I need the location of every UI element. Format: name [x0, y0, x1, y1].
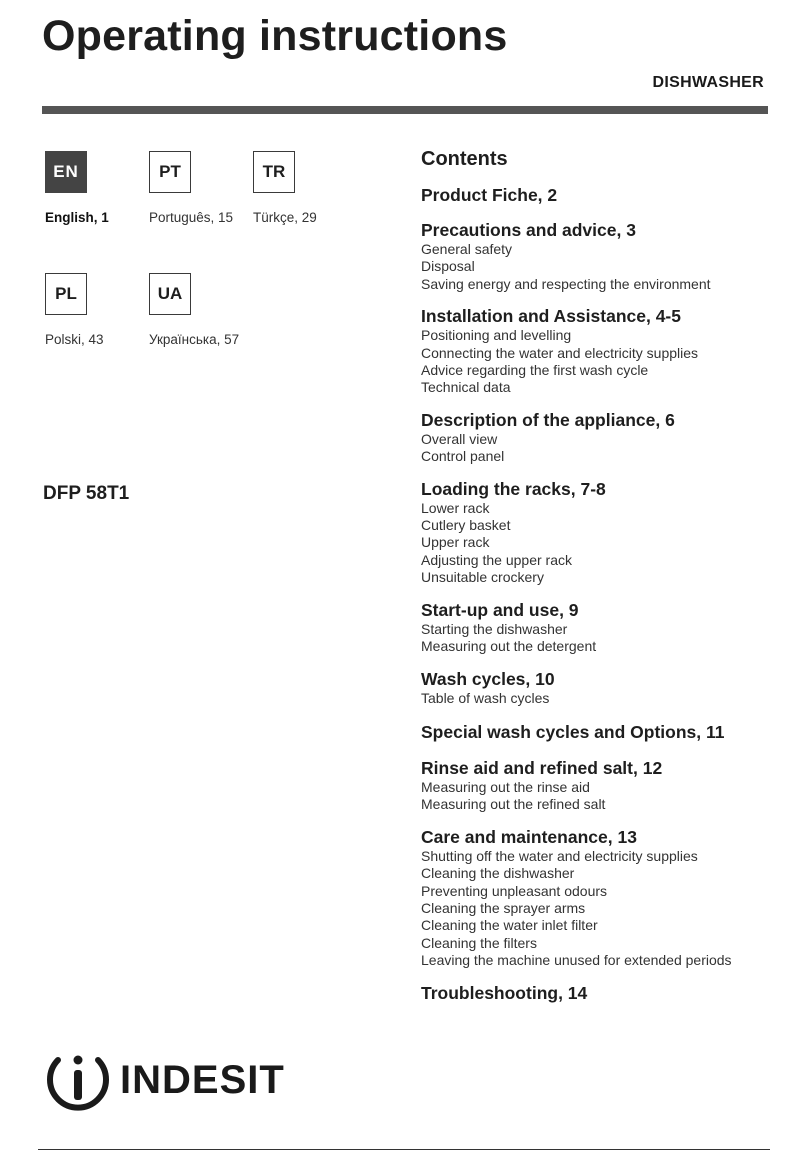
toc-item[interactable]: Measuring out the detergent — [421, 638, 597, 655]
toc-item[interactable]: Shutting off the water and electricity supplies — [421, 847, 698, 864]
toc-section-troubleshooting — [421, 982, 791, 1004]
toc-section-startup — [421, 599, 791, 656]
toc-item[interactable]: Preventing unpleasant odours — [421, 882, 608, 899]
footer-divider — [38, 1149, 770, 1150]
model-number: DFP 58T1 — [43, 483, 130, 504]
toc-item[interactable]: Adjusting the upper rack — [421, 551, 572, 568]
toc-section-title[interactable]: Troubleshooting, 14 — [421, 982, 588, 1003]
toc-item[interactable]: Cleaning the filters — [421, 934, 537, 951]
indesit-logo-icon — [44, 1046, 112, 1114]
toc-item[interactable]: Lower rack — [421, 499, 490, 516]
language-label: Türkçe, 29 — [253, 210, 317, 225]
header-divider — [42, 106, 768, 114]
page-title: Operating instructions — [42, 12, 508, 60]
toc-item[interactable]: Disposal — [421, 258, 475, 275]
toc-item[interactable]: Measuring out the refined salt — [421, 796, 606, 813]
toc-item[interactable]: Cleaning the sprayer arms — [421, 899, 586, 916]
language-label: Português, 15 — [149, 210, 234, 225]
toc-item[interactable]: Table of wash cycles — [421, 689, 550, 706]
toc-section-precautions — [421, 219, 791, 293]
language-code-box[interactable]: UA — [149, 273, 191, 315]
toc-section-title[interactable]: Installation and Assistance, 4-5 — [421, 306, 681, 327]
toc-item[interactable]: General safety — [421, 241, 513, 257]
language-code-box[interactable]: PT — [149, 151, 191, 193]
toc-item[interactable]: Leaving the machine unused for extended periods — [421, 952, 732, 969]
toc-section-title[interactable]: Special wash cycles and Options, 11 — [421, 721, 725, 742]
toc-section-title[interactable]: Product Fiche, 2 — [421, 185, 558, 205]
toc-item[interactable]: Advice regarding the first wash cycle — [421, 362, 649, 379]
toc-section-title[interactable]: Start-up and use, 9 — [421, 599, 579, 620]
language-label: English, 1 — [45, 210, 109, 225]
toc-section-title[interactable]: Precautions and advice, 3 — [421, 220, 636, 240]
toc-item[interactable]: Cleaning the water inlet filter — [421, 917, 598, 934]
toc-section-title[interactable]: Wash cycles, 10 — [421, 668, 555, 689]
language-code-box[interactable]: PL — [45, 273, 87, 315]
logo-wordmark: INDESIT — [120, 1057, 285, 1102]
toc-section-special-cycles — [421, 721, 791, 743]
toc-item[interactable]: Cutlery basket — [421, 517, 511, 534]
language-code-box[interactable]: EN — [45, 151, 87, 193]
toc-section-care — [421, 826, 791, 970]
toc-item[interactable]: Starting the dishwasher — [421, 620, 568, 637]
contents-heading: Contents — [421, 148, 508, 170]
language-ua[interactable] — [149, 273, 279, 347]
toc-item[interactable]: Control panel — [421, 448, 505, 465]
toc-item[interactable]: Positioning and levelling — [421, 327, 572, 344]
toc-section-title[interactable]: Rinse aid and refined salt, 12 — [421, 757, 663, 778]
table-of-contents — [421, 148, 791, 1016]
toc-item[interactable]: Overall view — [421, 430, 498, 447]
toc-item[interactable]: Unsuitable crockery — [421, 569, 544, 586]
toc-section-title[interactable]: Loading the racks, 7-8 — [421, 478, 606, 499]
toc-item[interactable]: Connecting the water and electricity supplies — [421, 344, 699, 361]
toc-section-product-fiche — [421, 184, 791, 206]
toc-section-description — [421, 409, 791, 466]
language-label: Українська, 57 — [149, 332, 240, 347]
toc-section-wash-cycles — [421, 668, 791, 707]
toc-section-loading — [421, 478, 791, 587]
toc-section-rinse-aid — [421, 757, 791, 814]
language-code-box[interactable]: TR — [253, 151, 295, 193]
toc-item[interactable]: Technical data — [421, 379, 511, 396]
toc-section-title[interactable]: Description of the appliance, 6 — [421, 409, 675, 430]
toc-section-installation — [421, 305, 791, 397]
toc-item[interactable]: Cleaning the dishwasher — [421, 865, 575, 882]
toc-item[interactable]: Measuring out the rinse aid — [421, 778, 590, 795]
language-label: Polski, 43 — [45, 332, 104, 347]
toc-item[interactable]: Upper rack — [421, 534, 490, 551]
language-tr[interactable] — [253, 151, 383, 225]
toc-item[interactable]: Saving energy and respecting the environment — [421, 275, 711, 292]
product-type: DISHWASHER — [652, 74, 764, 91]
toc-section-title[interactable]: Care and maintenance, 13 — [421, 826, 637, 847]
indesit-logo — [44, 1046, 285, 1114]
